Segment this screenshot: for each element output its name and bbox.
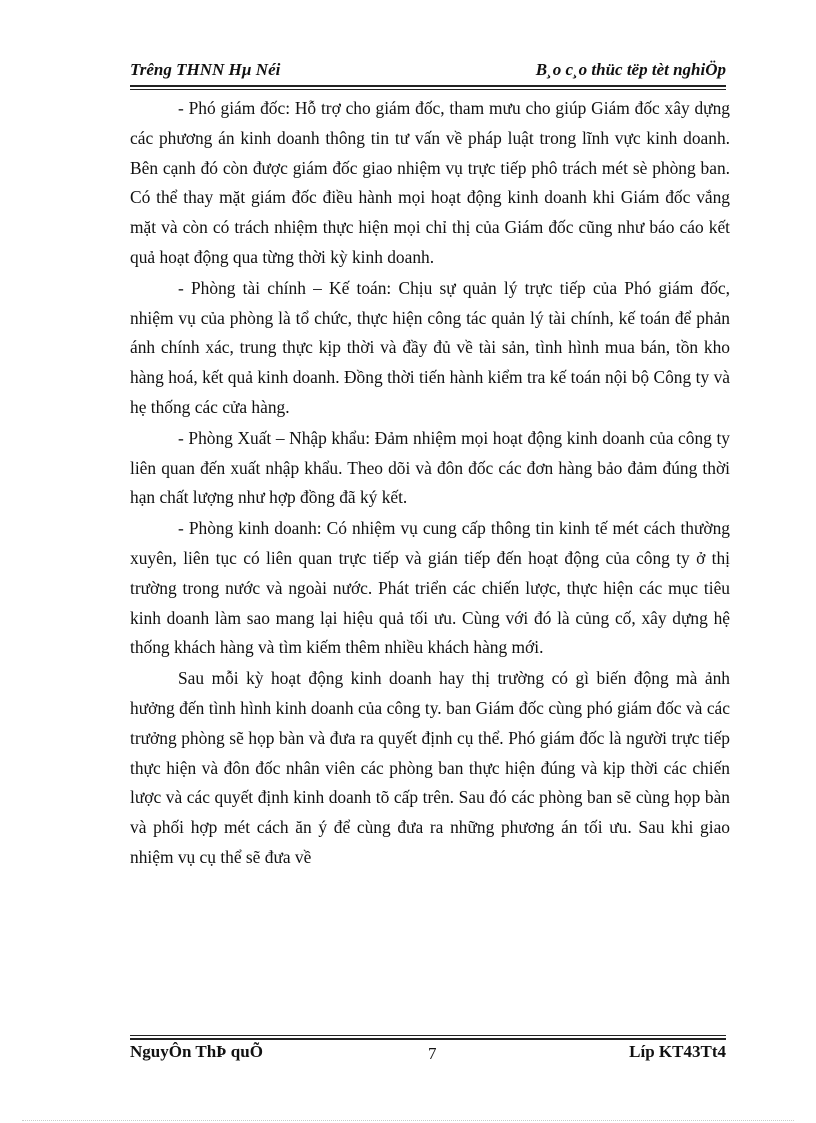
- paragraph-business-department: - Phòng kinh doanh: Có nhiệm vụ cung cấp thông tin kinh tế mét cách thường xuyên, liên tục có liên quan trực tiếp và gián tiếp đến hoạt động của công ty ở thị trường trong nước và ngoài nước. Phát triển các chiến lược, thực hiện các mục tiêu kinh doanh làm sao mang lại hiệu quả tối ưu. Cùng với đó là củng cố, xây dựng hệ thống khách hàng và tìm kiếm thêm nhiều khách hàng mới.: [130, 518, 730, 658]
- footer-rule: [130, 1038, 726, 1040]
- footer-rule-thin: [130, 1035, 726, 1036]
- footer-class-code: Líp KT43Tt4: [629, 1042, 726, 1061]
- header-school-name: Trêng THNN Hµ Néi: [130, 60, 281, 79]
- header-rule-thin: [130, 89, 726, 90]
- footer-author-name: NguyÔn ThÞ quÕ: [130, 1042, 263, 1061]
- paragraph-operations-summary: Sau mỗi kỳ hoạt động kinh doanh hay thị trường có gì biến động mà ảnh hưởng đến tình hình kinh doanh của công ty. ban Giám đốc cùng phó giám đốc và các trưởng phòng sẽ họp bàn và đưa ra quyết định cụ thể. Phó giám đốc là người trực tiếp thực hiện và đôn đốc nhân viên các phòng ban thực hiện đúng và kịp thời các chiến lược và các quyết định kinh doanh tõ cấp trên. Sau đó các phòng ban sẽ cùng họp bàn và phối hợp mét cách ăn ý để cùng đưa ra những phương án tối ưu. Sau khi giao nhiệm vụ cụ thể sẽ đưa về: [130, 668, 730, 867]
- page-bottom-border: [22, 1120, 794, 1121]
- header-rule: [130, 85, 726, 87]
- page-header: [130, 60, 726, 86]
- header-report-title: B¸o c¸o thüc tëp tèt nghiÖp: [535, 60, 726, 79]
- paragraph-finance-accounting: - Phòng tài chính – Kế toán: Chịu sự quản lý trực tiếp của Phó giám đốc, nhiệm vụ của phòng là tổ chức, thực hiện công tác quản lý tài chính, kế toán để phản ánh chính xác, trung thực kịp thời và đầy đủ về tài sản, tình hình mua bán, tồn kho hàng hoá, kết quả kinh doanh. Đồng thời tiến hành kiểm tra kế toán nội bộ Công ty và hẹ thống các cửa hàng.: [130, 277, 730, 417]
- document-body: [130, 94, 730, 874]
- page-footer: [130, 1042, 726, 1068]
- page-number: 7: [428, 1044, 437, 1063]
- paragraph-deputy-director: - Phó giám đốc: Hỗ trợ cho giám đốc, tham mưu cho giúp Giám đốc xây dựng các phương án kinh doanh thông tin tư vấn về pháp luật trong lĩnh vực kinh doanh. Bên cạnh đó còn được giám đốc giao nhiệm vụ trực tiếp phô trách mét sè phòng ban. Có thể thay mặt giám đốc điều hành mọi hoạt động kinh doanh khi Giám đốc vắng mặt và còn có trách nhiệm thực hiện mọi chỉ thị của Giám đốc cũng như báo cáo kết quả hoạt động qua từng thời kỳ kinh doanh.: [130, 98, 730, 267]
- paragraph-import-export: - Phòng Xuất – Nhập khẩu: Đảm nhiệm mọi hoạt động kinh doanh của công ty liên quan đến xuất nhập khẩu. Theo dõi và đôn đốc các đơn hàng bảo đảm đúng thời hạn chất lượng như hợp đồng đã ký kết.: [130, 427, 730, 508]
